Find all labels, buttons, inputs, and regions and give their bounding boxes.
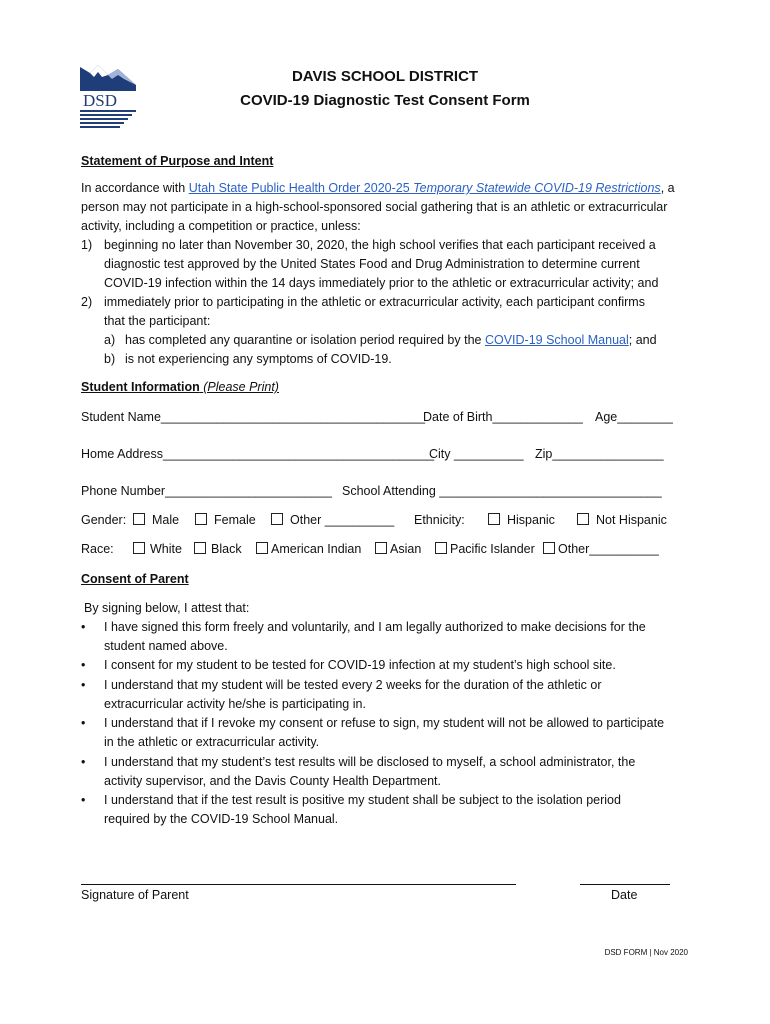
bullet-3-line2: extracurricular activity he/she is participating in. xyxy=(104,697,366,711)
bullet-1-dot: • xyxy=(81,620,86,634)
city-field[interactable]: City __________ xyxy=(429,447,524,461)
date-signature-line[interactable] xyxy=(580,884,670,885)
bullet-1-line1: I have signed this form freely and voluntarily, and I am legally authorized to make decisions for the xyxy=(104,620,646,634)
gender-male-checkbox[interactable]: Male xyxy=(133,513,179,527)
consent-heading: Consent of Parent xyxy=(81,572,189,586)
purpose-line2: person may not participate in a high-school-sponsored social gathering that is an athletic or extracurricular xyxy=(81,200,668,214)
purpose-line1: In accordance with Utah State Public Health Order 2020-25 Temporary Statewide COVID-19 Restrictions, a xyxy=(81,181,675,195)
ethnicity-hispanic-checkbox[interactable]: Hispanic xyxy=(488,513,555,527)
logo-text: DSD xyxy=(83,91,118,110)
bullet-5-line2: activity supervisor, and the Davis County Health Department. xyxy=(104,774,441,788)
race-pacific-islander-checkbox[interactable]: Pacific Islander xyxy=(435,542,535,556)
bullet-5-dot: • xyxy=(81,755,86,769)
race-label: Race: xyxy=(81,542,114,556)
bullet-2-dot: • xyxy=(81,658,86,672)
bullet-6-line1: I understand that if the test result is positive my student shall be subject to the isolation period xyxy=(104,793,621,807)
race-other-checkbox[interactable]: Other__________ xyxy=(543,542,659,556)
sub-b-text: is not experiencing any symptoms of COVID-19. xyxy=(125,352,392,366)
item2-line1: immediately prior to participating in the athletic or extracurricular activity, each participant confirms xyxy=(104,295,645,309)
race-black-checkbox[interactable]: Black xyxy=(194,542,242,556)
gender-female-checkbox[interactable]: Female xyxy=(195,513,256,527)
health-order-link[interactable]: Utah State Public Health Order 2020-25 Temporary Statewide COVID-19 Restrictions xyxy=(188,181,661,195)
bullet-3-dot: • xyxy=(81,678,86,692)
school-manual-link[interactable]: COVID-19 School Manual xyxy=(484,333,629,347)
bullet-4-line1: I understand that if I revoke my consent or refuse to sign, my student will not be allowed to participate xyxy=(104,716,665,730)
bullet-5-line1: I understand that my student’s test results will be disclosed to myself, a school administrator, the xyxy=(104,755,636,769)
date-of-birth-field[interactable]: Date of Birth_____________ xyxy=(423,410,583,424)
item2-number: 2) xyxy=(81,295,93,309)
bullet-4-line2: in the athletic or extracurricular activity. xyxy=(104,735,320,749)
race-asian-checkbox[interactable]: Asian xyxy=(375,542,421,556)
sub-a-letter: a) xyxy=(104,333,116,347)
bullet-2-line1: I consent for my student to be tested for COVID-19 infection at my student’s high school site. xyxy=(104,658,616,672)
purpose-line3: activity, including a competition or practice, unless: xyxy=(81,219,361,233)
item1-number: 1) xyxy=(81,238,93,252)
student-info-heading: Student Information (Please Print) xyxy=(81,380,279,394)
school-attending-field[interactable]: School Attending ________________________________ xyxy=(342,484,662,498)
bullet-6-dot: • xyxy=(81,793,86,807)
item1-line2: diagnostic test approved by the United States Food and Drug Administration to determine current xyxy=(104,257,640,271)
race-american-indian-checkbox[interactable]: American Indian xyxy=(256,542,361,556)
form-title: COVID-19 Diagnostic Test Consent Form xyxy=(240,92,530,109)
parent-signature-label: Signature of Parent xyxy=(81,888,189,902)
item1-line3: COVID-19 infection within the 14 days immediately prior to the athletic or extracurricular activity; and xyxy=(104,276,659,290)
student-name-field[interactable]: Student Name______________________________________ xyxy=(81,410,426,424)
age-field[interactable]: Age________ xyxy=(595,410,673,424)
race-white-checkbox[interactable]: White xyxy=(133,542,182,556)
sub-a-text: has completed any quarantine or isolation period required by the COVID-19 School Manual; and xyxy=(125,333,657,347)
bullet-3-line1: I understand that my student will be tested every 2 weeks for the duration of the athletic or xyxy=(104,678,602,692)
ethnicity-not-hispanic-checkbox[interactable]: Not Hispanic xyxy=(577,513,667,527)
bullet-4-dot: • xyxy=(81,716,86,730)
sub-b-letter: b) xyxy=(104,352,116,366)
gender-label: Gender: xyxy=(81,513,127,527)
parent-signature-line[interactable] xyxy=(81,884,516,885)
date-label: Date xyxy=(611,888,638,902)
consent-intro: By signing below, I attest that: xyxy=(84,601,250,615)
item1-line1: beginning no later than November 30, 2020, the high school verifies that each participant received a xyxy=(104,238,656,252)
bullet-1-line2: student named above. xyxy=(104,639,228,653)
purpose-heading: Statement of Purpose and Intent xyxy=(81,154,274,168)
form-footer: DSD FORM | Nov 2020 xyxy=(604,948,688,957)
zip-field[interactable]: Zip________________ xyxy=(535,447,664,461)
item2-line2: that the participant: xyxy=(104,314,211,328)
phone-number-field[interactable]: Phone Number________________________ xyxy=(81,484,332,498)
bullet-6-line2: required by the COVID-19 School Manual. xyxy=(104,812,339,826)
ethnicity-label: Ethnicity: xyxy=(414,513,465,527)
district-title: DAVIS SCHOOL DISTRICT xyxy=(291,68,479,85)
gender-other-checkbox[interactable]: Other __________ xyxy=(271,513,394,527)
home-address-field[interactable]: Home Address_______________________________________ xyxy=(81,447,435,461)
